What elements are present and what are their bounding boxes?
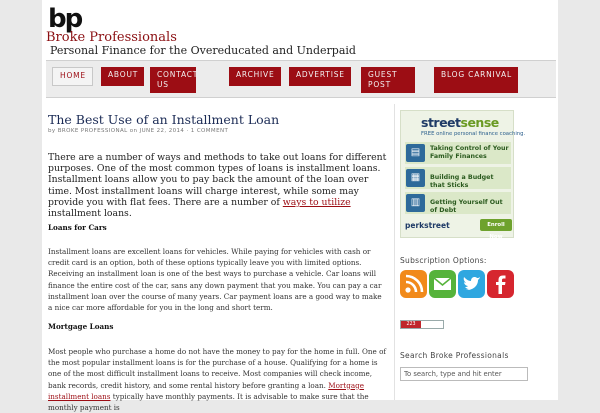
meta-date: JUNE 22, 2014: [139, 128, 185, 134]
nav-item-home[interactable]: HOME: [52, 67, 93, 86]
clipboard-icon: ▤: [406, 144, 425, 162]
meta-by: by: [48, 128, 56, 134]
perkstreet-logo: perkstreet: [405, 221, 450, 230]
sidebar-divider: [394, 104, 395, 400]
search-input[interactable]: [400, 367, 528, 381]
nav-item-advertise[interactable]: ADVERTISE: [289, 67, 351, 86]
post-lead-paragraph: [48, 152, 388, 219]
post-meta: [48, 128, 228, 134]
lead-text: There are a number of ways and methods to take out loans for different purposes. One of the most common types of loans is installment loans. Installment loans allow you to pay back the amount of the loan over time. Most installment loans will charge interest, while some may provide you with flat fees. There are a number of: [48, 152, 387, 208]
calculator-icon: ▦: [406, 169, 425, 187]
site-tagline: Personal Finance for the Overeducated and Underpaid: [50, 44, 356, 57]
nav-item-blog-carnival[interactable]: BLOG CARNIVAL: [434, 67, 518, 93]
ad-row-budget[interactable]: [405, 167, 511, 189]
ad-row-debt[interactable]: [405, 192, 511, 214]
lead-end: installment loans.: [48, 208, 132, 220]
mortgage-installment-loans-link[interactable]: Mortgage installment loans: [48, 380, 365, 401]
email-icon[interactable]: [429, 270, 456, 298]
sidebar: [398, 96, 558, 400]
feedburner-counter[interactable]: [400, 320, 444, 329]
logo[interactable]: bp: [48, 4, 82, 34]
ad-row-label: Building a Budget that Sticks: [430, 174, 494, 189]
ad-subtitle: FREE online personal finance coaching.: [421, 131, 526, 137]
mortgage-text-end: typically have monthly payments. It is advisable to make sure that the monthly payment is: [48, 391, 369, 413]
streetsense-ad[interactable]: [400, 110, 526, 240]
section-heading-mortgage-loans: Mortgage Loans: [48, 322, 114, 331]
ways-to-utilize-link[interactable]: ways to utilize: [282, 196, 351, 208]
section-heading-loans-for-cars: Loans for Cars: [48, 223, 107, 232]
nav-item-about[interactable]: ABOUT: [101, 67, 144, 86]
ad-brand: streetsense: [421, 115, 499, 130]
page: [42, 0, 558, 413]
enroll-now-button[interactable]: Enroll Now: [480, 219, 512, 231]
nav-item-archive[interactable]: ARCHIVE: [229, 67, 281, 86]
meta-comments-link[interactable]: 1 COMMENT: [190, 128, 229, 134]
post-title[interactable]: The Best Use of an Installment Loan: [48, 112, 280, 127]
meta-on: on: [129, 128, 138, 134]
subscription-heading: Subscription Options:: [400, 256, 487, 265]
rss-icon[interactable]: [400, 270, 427, 298]
chart-icon: ▥: [406, 194, 425, 212]
section-paragraph-mortgage: [48, 346, 390, 413]
meta-author-link[interactable]: BROKE PROFESSIONAL: [57, 128, 128, 134]
main-nav: [46, 60, 556, 98]
ad-row-label: Getting Yourself Out of Debt: [430, 199, 503, 214]
site-title[interactable]: Broke Professionals: [46, 30, 177, 45]
meta-separator: ·: [186, 128, 189, 134]
nav-item-guest-post[interactable]: GUEST POST: [361, 67, 415, 93]
nav-item-contact-us[interactable]: CONTACT US: [150, 67, 196, 93]
twitter-icon[interactable]: [458, 270, 485, 298]
ad-row-label: Taking Control of Your Family Finances: [430, 145, 509, 160]
ad-row-family-finances[interactable]: [405, 142, 511, 164]
section-paragraph-cars: Installment loans are excellent loans for vehicles. While paying for vehicles with cash or credit card is an option, both of these options typically leave you with limited options. Receiving an installment loan is one of the best ways to purchase a vehicle. Car loans will finance the entire cost of the car, sans any down payment that you make. You can pay a car installment loan over the course of many years. Car payment loans are a good way to make a nice car more affordable for you in the long and short term.: [48, 247, 382, 313]
main-content: [48, 96, 392, 413]
mortgage-text: Most people who purchase a home do not have the money to pay for the home in full. One of the most popular installment loans is for the purchase of a house. Qualifying for a home is one of the most difficult installment loans to receive. Most companies will check income, bank records, credit history, and some rental history before granting a loan.: [48, 347, 387, 390]
facebook-icon[interactable]: [487, 270, 514, 298]
subscriber-count: 223: [401, 321, 421, 328]
search-heading: Search Broke Professionals: [400, 351, 509, 360]
